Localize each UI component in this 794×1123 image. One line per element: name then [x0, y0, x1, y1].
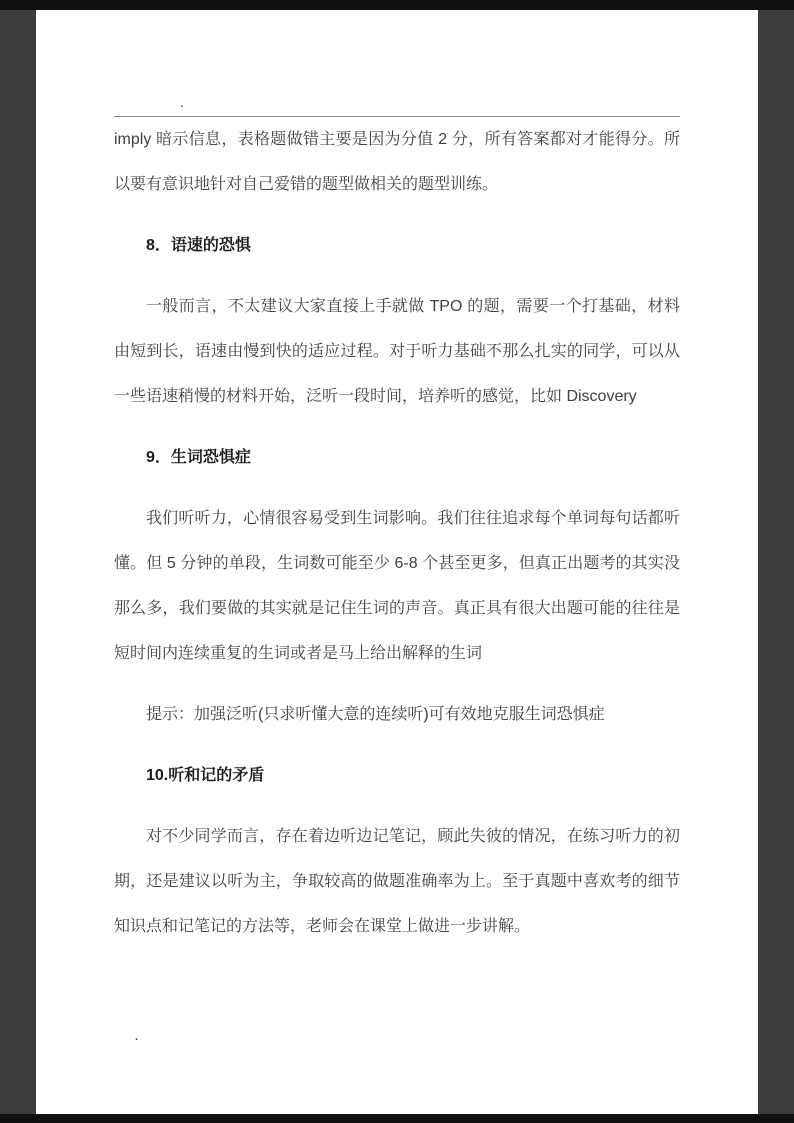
section-8-paragraph: 一般而言，不太建议大家直接上手就做 TPO 的题，需要一个打基础，材料由短到长，语速由慢到快的适应过程。对于听力基础不那么扎实的同学，可以从一些语速稍慢的材料开始，泛听一段时间，培养听的感觉，比如 Discovery [114, 298, 680, 405]
section-9-heading: 9．生词恐惧症 [146, 449, 251, 466]
page-content [36, 10, 758, 1114]
section-10-paragraph: 对不少同学而言，存在着边听边记笔记，顾此失彼的情况，在练习听力的初期，还是建议以听为主，争取较高的做题准确率为上。至于真题中喜欢考的细节知识点和记笔记的方法等，老师会在课堂上做进一步讲解。 [114, 828, 680, 935]
intro-paragraph: imply 暗示信息，表格题做错主要是因为分值 2 分，所有答案都对才能得分。所以要有意识地针对自己爱错的题型做相关的题型训练。 [114, 131, 680, 193]
page-border-bottom [0, 1114, 794, 1123]
header-dot: . [180, 94, 184, 110]
section-8-heading: 8．语速的恐惧 [146, 237, 251, 254]
page-border-left [0, 10, 36, 1114]
footer-dot: · [134, 1030, 139, 1047]
page-header [114, 10, 680, 116]
page-border-right [758, 10, 794, 1114]
page-border-top [0, 0, 794, 10]
section-9-note: 提示：加强泛听(只求听懂大意的连续听)可有效地克服生词恐惧症 [146, 706, 605, 723]
section-9-paragraph: 我们听听力，心情很容易受到生词影响。我们往往追求每个单词每句话都听懂。但 5 分钟的单段，生词数可能至少 6-8 个甚至更多，但真正出题考的其实没那么多，我们要做的其实就是记住生词的声音。真正具有很大出题可能的往往是短时间内连续重复的生词或者是马上给出解释的生词 [114, 510, 680, 662]
section-10-heading: 10.听和记的矛盾 [146, 767, 265, 784]
